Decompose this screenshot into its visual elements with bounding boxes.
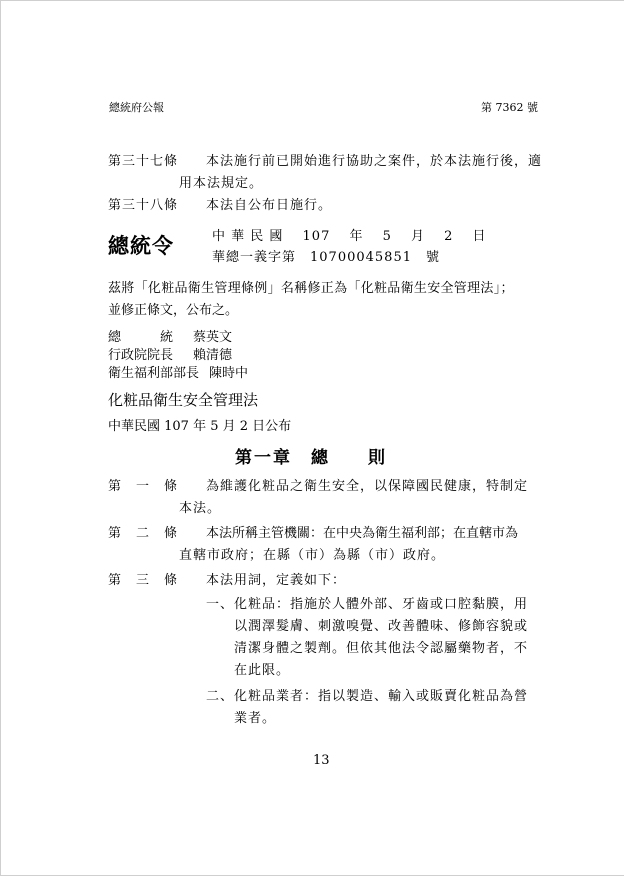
issue-number: 第 7362 號 [481,101,538,114]
article-37-label: 第三十七條 [108,154,179,169]
article-38-label: 第三十八條 [108,198,179,213]
signatory-name: 陳時中 [209,366,249,381]
article-38-text: 本法自公布日施行。 [206,198,333,213]
article-3-label: 第 三 條 [108,573,179,588]
law-promulgation-date: 中華民國 107 年 5 月 2 日公布 [108,419,292,434]
signatory-title: 行政院院長 [108,348,174,363]
decree-line2: 並修正條文，公布之。 [108,303,239,318]
article-37-text-line1: 本法施行前已開始進行協助之案件，於本法施行後，適 [206,154,543,169]
signatory-title: 衛生福利部部長 [108,366,200,381]
signatory-title: 總 統 [108,330,174,345]
article-1-text-line2: 本法。 [179,501,222,516]
article-2-text-line1: 本法所稱主管機關：在中央為衛生福利部；在直轄市為 [206,526,519,541]
chapter-heading: 第一章 總 則 [235,448,387,468]
decree-line1: 茲將「化粧品衛生管理條例」名稱修正為「化粧品衛生安全管理法」； [108,281,514,296]
signatory-name: 蔡英文 [193,330,233,345]
order-number: 華總一義字第 10700045851 號 [212,250,440,265]
article-1-label: 第 一 條 [108,479,179,494]
order-title: 總統令 [108,233,174,258]
signatory-name: 賴清德 [193,348,233,363]
article-3-item1-line3: 清潔身體之製劑。但依其他法令認屬藥物者，不 [234,641,529,656]
gazette-name: 總統府公報 [109,101,164,114]
article-3-item1-line1: 一、化粧品：指施於人體外部、牙齒或口腔黏膜，用 [206,597,529,612]
article-2-text-line2: 直轄市政府；在縣（市）為縣（市）政府。 [179,548,446,563]
article-3-item1-line4: 在此限。 [234,663,291,678]
law-title: 化粧品衛生安全管理法 [108,391,259,409]
article-2-label: 第 二 條 [108,526,179,541]
article-1-text-line1: 為維護化粧品之衛生安全，以保障國民健康，特制定 [206,479,529,494]
article-3-item2-line1: 二、化粧品業者：指以製造、輸入或販賣化粧品為營 [206,689,529,704]
article-37-text-line2: 用本法規定。 [179,176,264,191]
order-date: 中 華 民 國 107 年 5 月 2 日 [212,229,487,244]
article-3-intro: 本法用詞，定義如下： [206,573,347,588]
article-3-item1-line2: 以潤澤髮膚、刺激嗅覺、改善體味、修飾容貌或 [234,619,529,634]
article-3-item2-line2: 業者。 [234,711,277,726]
page-number: 13 [313,753,330,768]
